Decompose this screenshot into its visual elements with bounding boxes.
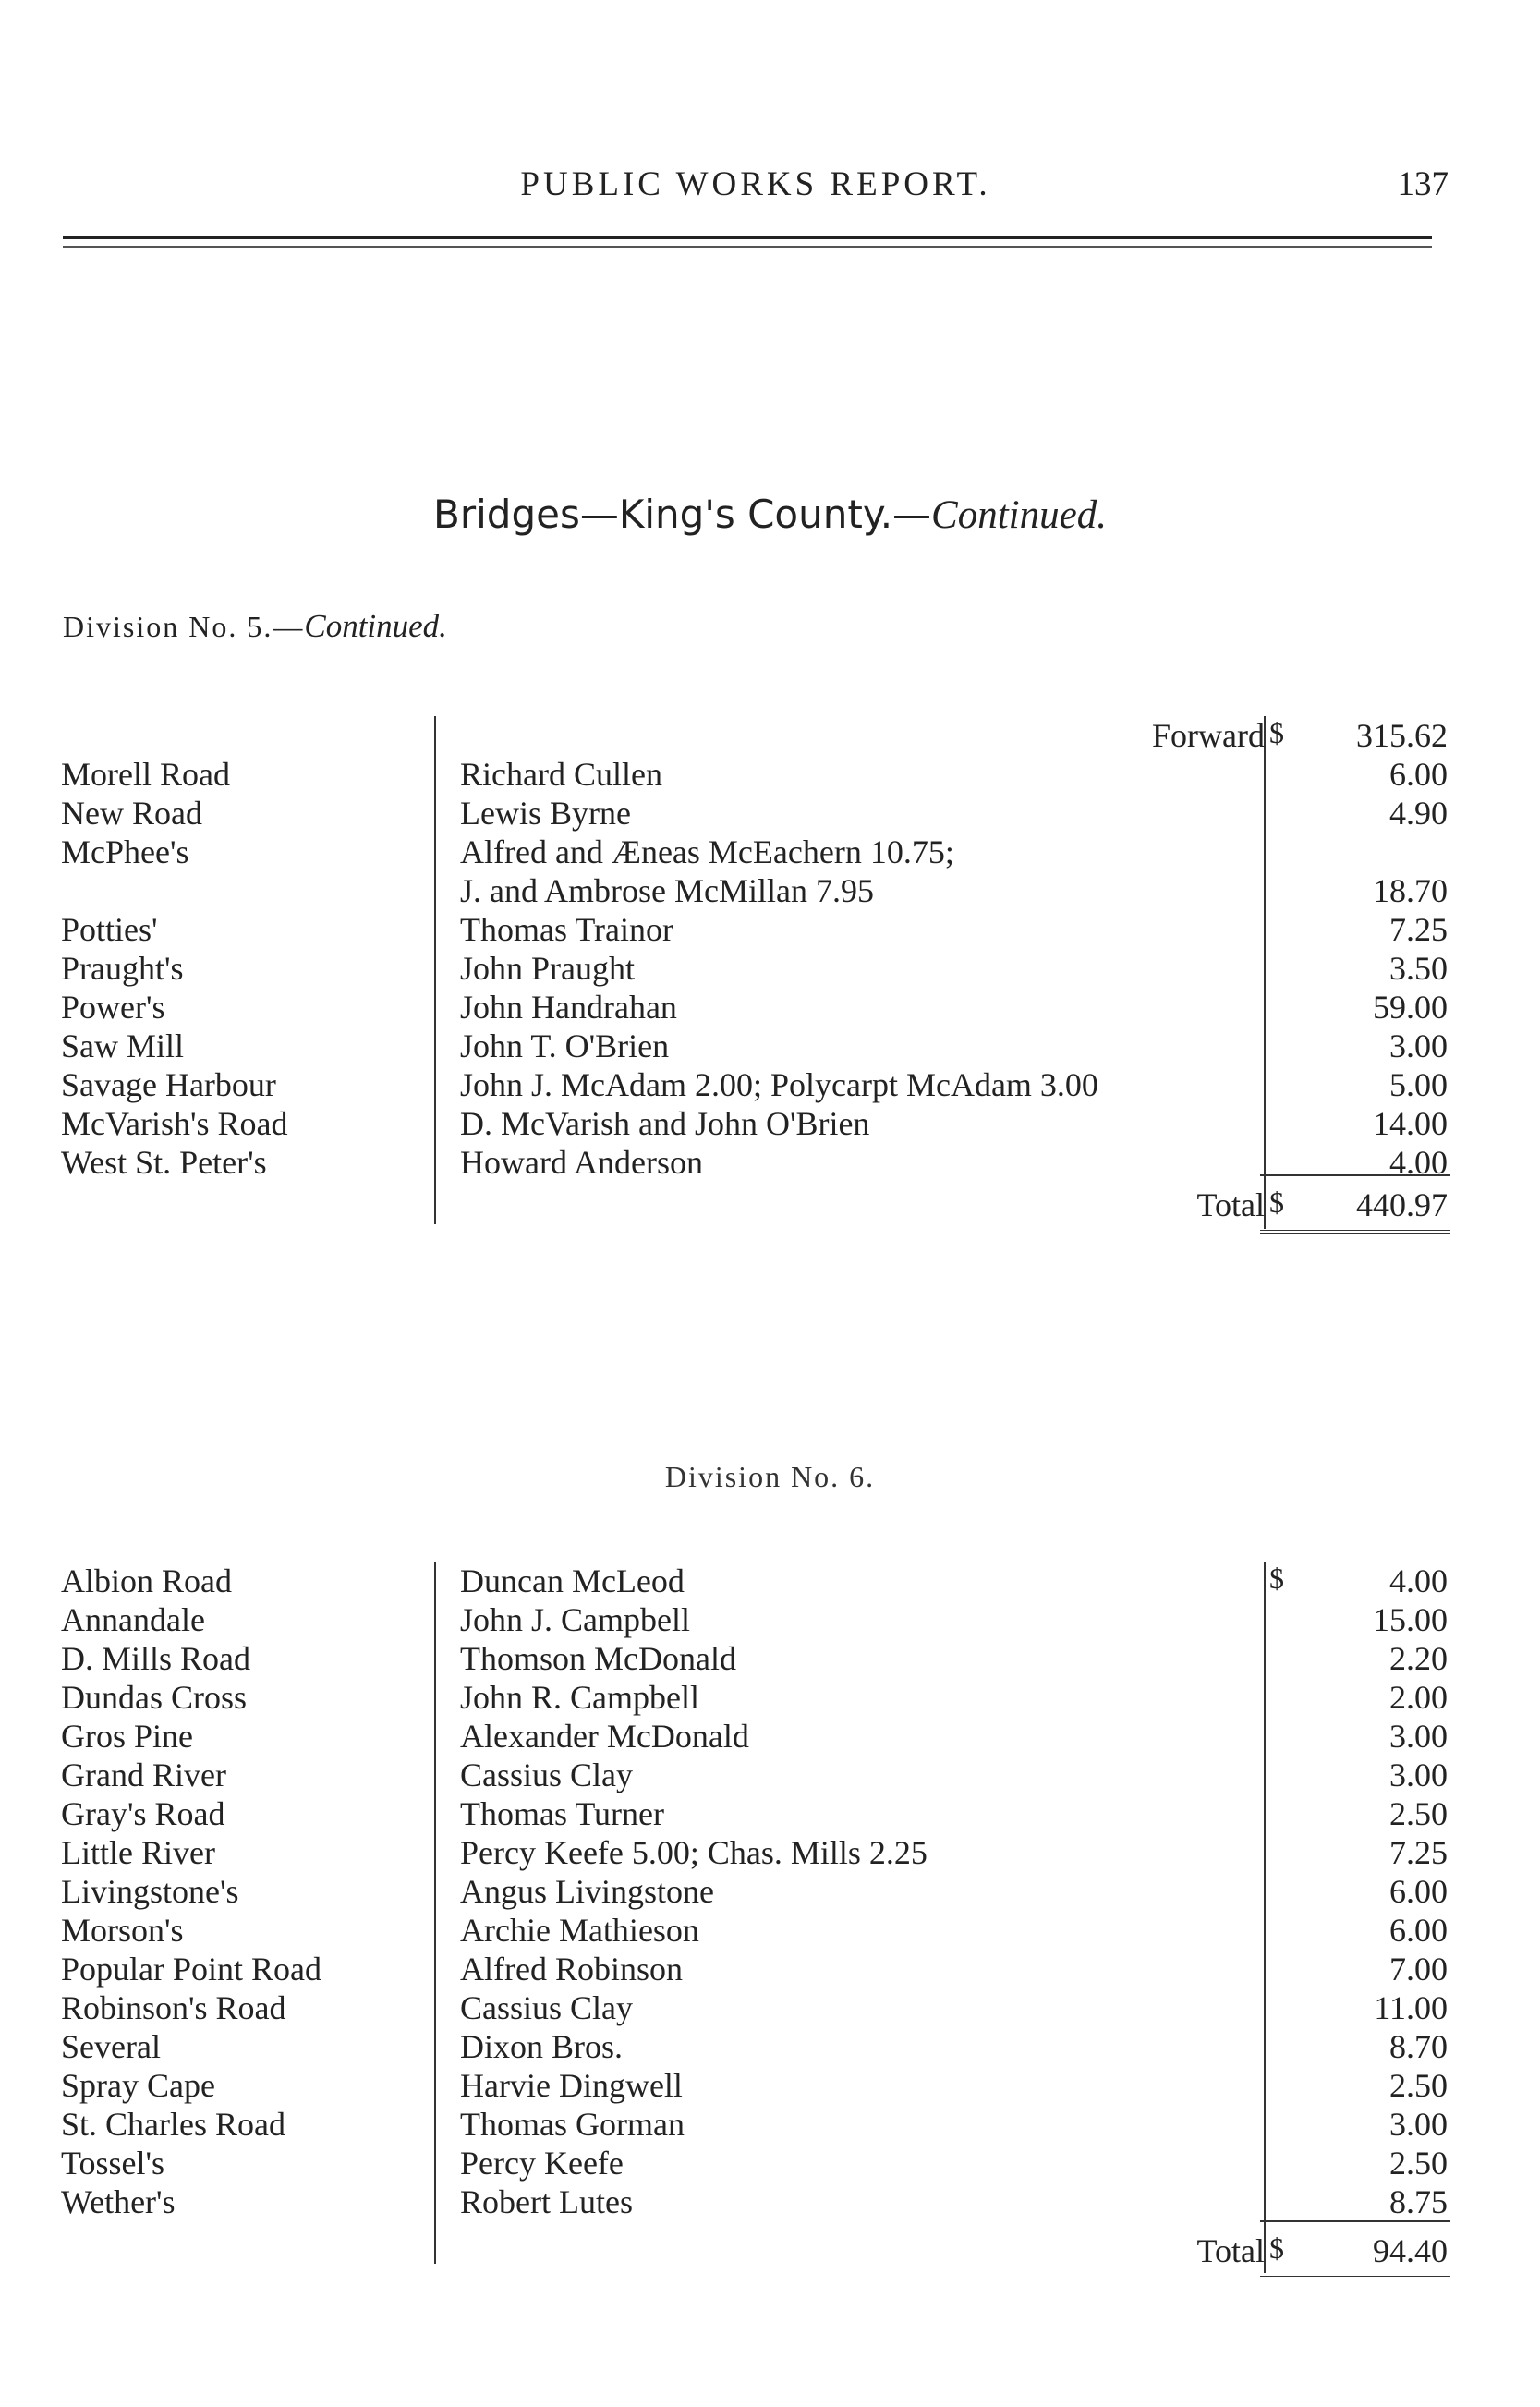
amount: 3.00 [1389, 1027, 1448, 1064]
division-6-table [0, 1562, 1540, 2221]
payee-name: D. McVarish and John O'Brien [460, 1105, 870, 1142]
table-row [0, 949, 1540, 988]
table-row [0, 833, 1540, 871]
table-row [0, 1104, 1540, 1143]
table-row [0, 1027, 1540, 1065]
division-6-total [0, 2231, 1540, 2270]
table-row [0, 1988, 1540, 2027]
division-5-heading [63, 608, 447, 645]
road-name: Wether's [61, 2183, 176, 2220]
road-name: Praught's [61, 950, 184, 987]
amount: 4.00 [1389, 1562, 1448, 1599]
payee-name: John Handrahan [460, 989, 677, 1026]
table-row [0, 2105, 1540, 2144]
payee-name: Richard Cullen [460, 756, 662, 793]
payee-name: John J. Campbell [460, 1601, 690, 1638]
road-name: Little River [61, 1834, 215, 1871]
total-label: Total [1196, 1186, 1265, 1223]
header-rule-thin [63, 246, 1432, 248]
road-name: D. Mills Road [61, 1640, 251, 1677]
dollar-sign: $ [1269, 1562, 1284, 1595]
road-name: McVarish's Road [61, 1105, 288, 1142]
payee-name: John T. O'Brien [460, 1027, 670, 1064]
table-row [0, 755, 1540, 794]
division-6-heading [0, 1460, 1540, 1494]
amount: 6.00 [1389, 756, 1448, 793]
payee-name: John R. Campbell [460, 1679, 699, 1716]
table-row [0, 1911, 1540, 1950]
amount: 4.90 [1389, 795, 1448, 832]
division-5-table [0, 716, 1540, 1182]
payee-name: Thomas Gorman [460, 2106, 685, 2143]
payee-name: Archie Mathieson [460, 1912, 699, 1949]
total-label: Total [1196, 2232, 1265, 2269]
amount: 59.00 [1373, 989, 1448, 1026]
payee-name: Thomas Trainor [460, 911, 674, 948]
payee-name: Lewis Byrne [460, 795, 631, 832]
road-name: Albion Road [61, 1562, 232, 1599]
road-name: St. Charles Road [61, 2106, 285, 2143]
road-name: Morell Road [61, 756, 230, 793]
amount: 3.00 [1389, 2106, 1448, 2143]
table-row [0, 871, 1540, 910]
payee-name: J. and Ambrose McMillan 7.95 [460, 872, 874, 909]
amount: 2.00 [1389, 1679, 1448, 1716]
division-5-total [0, 1185, 1540, 1224]
table-row [0, 2182, 1540, 2221]
payee-name: Howard Anderson [460, 1144, 703, 1181]
amount: 11.00 [1374, 1989, 1448, 2026]
amount: 5.00 [1389, 1066, 1448, 1103]
road-name: Livingstone's [61, 1873, 239, 1910]
amount: 2.50 [1389, 2067, 1448, 2104]
payee-name: Percy Keefe [460, 2145, 624, 2182]
amount: 2.50 [1389, 2145, 1448, 2182]
page-number: 137 [1397, 165, 1449, 203]
amount: 7.25 [1389, 911, 1448, 948]
division-5-subtotal-rule [1260, 1174, 1450, 1176]
section-title [0, 492, 1540, 538]
road-name: Power's [61, 989, 165, 1026]
road-name: Dundas Cross [61, 1679, 248, 1716]
road-name: Grand River [61, 1757, 226, 1793]
division-5-total-rule [1260, 1230, 1450, 1234]
running-title: PUBLIC WORKS REPORT. [520, 165, 991, 203]
road-name: McPhee's [61, 833, 189, 870]
payee-name: Alfred Robinson [460, 1951, 683, 1988]
amount: 2.50 [1389, 1795, 1448, 1832]
road-name: Saw Mill [61, 1027, 185, 1064]
payee-name: Alexander McDonald [460, 1718, 749, 1755]
road-name: New Road [61, 795, 202, 832]
table-row [0, 1639, 1540, 1678]
road-name: Robinson's Road [61, 1989, 286, 2026]
payee-name: Dixon Bros. [460, 2028, 624, 2065]
table-row [0, 1756, 1540, 1794]
forward-dollar-sign: $ [1269, 716, 1284, 749]
amount: 8.70 [1389, 2028, 1448, 2065]
payee-name: Thomas Turner [460, 1795, 665, 1832]
road-name: Annandale [61, 1601, 205, 1638]
division-6-label: Division No. 6. [664, 1460, 876, 1493]
amount: 7.25 [1389, 1834, 1448, 1871]
amount: 4.00 [1389, 1144, 1448, 1181]
forward-row [0, 716, 1540, 755]
payee-name: Alfred and Æneas McEachern 10.75; [460, 833, 954, 870]
amount: 6.00 [1389, 1912, 1448, 1949]
payee-name: John Praught [460, 950, 635, 987]
road-name: Spray Cape [61, 2067, 215, 2104]
table-row [0, 2066, 1540, 2105]
road-name: Gray's Road [61, 1795, 225, 1832]
table-row [0, 1794, 1540, 1833]
payee-name: Angus Livingstone [460, 1873, 714, 1910]
table-row [0, 1562, 1540, 1600]
road-name: West St. Peter's [61, 1144, 267, 1181]
table-row [0, 988, 1540, 1027]
road-name: Popular Point Road [61, 1951, 322, 1988]
table-row [0, 1717, 1540, 1756]
section-title-text: Bridges—King's County.— [433, 492, 932, 537]
road-name: Potties' [61, 911, 158, 948]
amount: 3.00 [1389, 1757, 1448, 1793]
payee-name: Cassius Clay [460, 1757, 634, 1793]
table-row [0, 1872, 1540, 1911]
division-5-label: Division No. 5.— [63, 610, 305, 643]
total-dollar-sign: $ [1269, 1185, 1284, 1219]
road-name: Gros Pine [61, 1718, 193, 1755]
table-row [0, 2144, 1540, 2182]
header-rule [63, 236, 1432, 239]
amount: 7.00 [1389, 1951, 1448, 1988]
payee-name: Robert Lutes [460, 2183, 633, 2220]
payee-name: Duncan McLeod [460, 1562, 685, 1599]
road-name: Savage Harbour [61, 1066, 276, 1103]
amount: 15.00 [1373, 1601, 1448, 1638]
amount: 6.00 [1389, 1873, 1448, 1910]
division-6-total-rule [1260, 2276, 1450, 2279]
total-dollar-sign: $ [1269, 2231, 1284, 2265]
payee-name: John J. McAdam 2.00; Polycarpt McAdam 3.00 [460, 1066, 1098, 1103]
amount: 2.20 [1389, 1640, 1448, 1677]
payee-name: Percy Keefe 5.00; Chas. Mills 2.25 [460, 1834, 928, 1871]
table-row [0, 1678, 1540, 1717]
table-row [0, 794, 1540, 833]
table-row [0, 910, 1540, 949]
amount: 3.00 [1389, 1718, 1448, 1755]
payee-name: Harvie Dingwell [460, 2067, 683, 2104]
division-5-continued: Continued. [304, 608, 447, 644]
amount: 14.00 [1373, 1105, 1448, 1142]
table-row [0, 1833, 1540, 1872]
payee-name: Thomson McDonald [460, 1640, 736, 1677]
road-name: Morson's [61, 1912, 184, 1949]
total-row [0, 1185, 1540, 1224]
table-row [0, 1950, 1540, 1988]
table-row [0, 1600, 1540, 1639]
division-6-subtotal-rule [1260, 2220, 1450, 2222]
total-amount: 94.40 [1373, 2232, 1448, 2269]
forward-amount: 315.62 [1356, 717, 1448, 754]
total-amount: 440.97 [1356, 1186, 1448, 1223]
table-row [0, 2027, 1540, 2066]
road-name: Several [61, 2028, 161, 2065]
running-header [63, 164, 1449, 211]
payee-name: Cassius Clay [460, 1989, 634, 2026]
section-title-continued: Continued. [931, 493, 1107, 537]
table-row [0, 1065, 1540, 1104]
amount: 18.70 [1373, 872, 1448, 909]
total-row [0, 2231, 1540, 2270]
amount: 3.50 [1389, 950, 1448, 987]
forward-label: Forward [1152, 717, 1265, 754]
amount: 8.75 [1389, 2183, 1448, 2220]
road-name: Tossel's [61, 2145, 164, 2182]
